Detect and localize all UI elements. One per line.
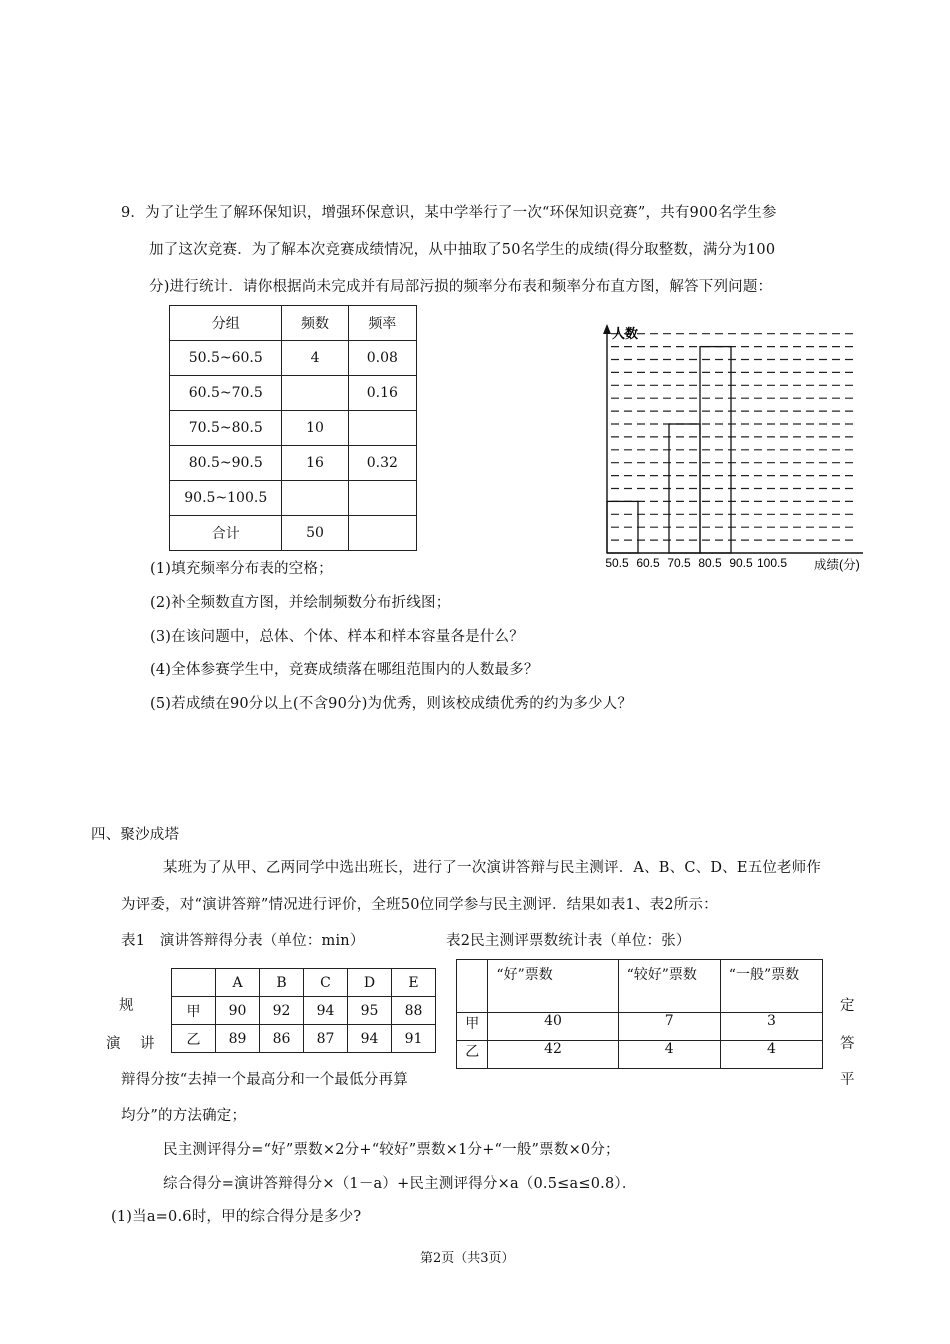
table-row	[457, 1041, 823, 1069]
table-row	[170, 481, 417, 516]
wrap-text: 讲	[140, 1036, 155, 1052]
table-header: B	[260, 969, 304, 997]
table-row	[170, 341, 417, 376]
table-cell: 94	[348, 1025, 392, 1053]
table-cell	[348, 411, 416, 446]
x-tick-label: 100.5	[756, 556, 788, 570]
wrap-text: 规	[119, 998, 134, 1014]
x-tick-label: 90.5	[729, 556, 753, 570]
table-cell: 4	[720, 1041, 822, 1069]
table-header: “好”票数	[488, 960, 618, 1013]
table-row	[170, 446, 417, 481]
formula-1: 民主测评得分=“好”票数×2分+“较好”票数×1分+“一般”票数×0分；	[163, 1142, 620, 1158]
table-cell: 42	[488, 1041, 618, 1069]
q9-question-5: (5)若成绩在90分以上(不含90分)为优秀，则该校成绩优秀的约为多少人？	[150, 696, 633, 712]
table-row	[172, 969, 436, 997]
table-cell: 0.32	[348, 446, 416, 481]
table-header: 频率	[348, 306, 416, 341]
table-cell: 乙	[172, 1025, 216, 1053]
wrap-text: 平	[840, 1072, 855, 1088]
table-cell: 89	[216, 1025, 260, 1053]
table-cell: 91	[392, 1025, 436, 1053]
table-cell: 80.5~90.5	[170, 446, 282, 481]
table-header: E	[392, 969, 436, 997]
q9-question-4: (4)全体参赛学生中，竞赛成绩落在哪组范围内的人数最多？	[150, 662, 539, 678]
y-axis-label: 人数	[612, 326, 639, 341]
table-cell: 10	[282, 411, 348, 446]
rule-line: 辩得分按“去掉一个最高分和一个最低分再算	[121, 1072, 408, 1088]
q9-line-2: 加了这次竞赛．为了解本次竞赛成绩情况，从中抽取了50名学生的成绩(得分取整数，满分为100	[149, 242, 776, 258]
table-cell: 3	[720, 1013, 822, 1041]
table-cell: 4	[618, 1041, 720, 1069]
q9-question-1: (1)填充频率分布表的空格；	[150, 561, 333, 577]
table1-caption: 表1 演讲答辩得分表（单位：min）	[121, 933, 365, 949]
table-cell: 4	[282, 341, 348, 376]
q9-question-3: (3)在该问题中，总体、个体、样本和样本容量各是什么？	[150, 629, 524, 645]
table-cell: 92	[260, 997, 304, 1025]
table-header: 频数	[282, 306, 348, 341]
table-cell: 50.5~60.5	[170, 341, 282, 376]
table-row	[170, 411, 417, 446]
wrap-text: 定	[840, 998, 855, 1014]
histogram-chart	[590, 318, 880, 578]
table-cell: 甲	[457, 1013, 488, 1041]
table-header: “较好”票数	[618, 960, 720, 1013]
table-header: “一般”票数	[720, 960, 822, 1013]
table-cell: 70.5~80.5	[170, 411, 282, 446]
x-tick-label: 50.5	[605, 556, 629, 570]
table-row	[172, 1025, 436, 1053]
table-cell: 60.5~70.5	[170, 376, 282, 411]
wrap-text: 演	[106, 1036, 121, 1052]
table-cell: 50	[282, 516, 348, 551]
section4-question-1: (1)当a=0.6时，甲的综合得分是多少?	[111, 1209, 362, 1225]
table-row	[170, 306, 417, 341]
table-cell	[282, 481, 348, 516]
table-header: C	[304, 969, 348, 997]
table-cell: 95	[348, 997, 392, 1025]
formula-2: 综合得分=演讲答辩得分×（1－a）+民主测评得分×a（0.5≤a≤0.8）．	[163, 1176, 637, 1192]
table-cell: 乙	[457, 1041, 488, 1069]
table-row	[170, 376, 417, 411]
table-header: D	[348, 969, 392, 997]
table-cell: 甲	[172, 997, 216, 1025]
table-cell: 90.5~100.5	[170, 481, 282, 516]
table-row	[457, 960, 823, 1013]
section4-intro-2: 为评委，对“演讲答辩”情况进行评价，全班50位同学参与民主测评．结果如表1、表2所示：	[121, 897, 718, 913]
table-header: A	[216, 969, 260, 997]
table-cell: 40	[488, 1013, 618, 1041]
table-cell: 94	[304, 997, 348, 1025]
frequency-table	[169, 305, 417, 551]
table-row	[170, 516, 417, 551]
table-row	[457, 1013, 823, 1041]
table-header: 分组	[170, 306, 282, 341]
vote-count-table	[456, 959, 823, 1069]
table-cell: 90	[216, 997, 260, 1025]
q9-question-2: (2)补全频数直方图，并绘制频数分布折线图；	[150, 595, 451, 611]
table-header	[457, 960, 488, 1013]
table-cell	[348, 481, 416, 516]
table2-caption: 表2民主测评票数统计表（单位：张）	[446, 933, 691, 949]
table-cell: 87	[304, 1025, 348, 1053]
q9-line-1: 9．为了让学生了解环保知识，增强环保意识，某中学举行了一次“环保知识竞赛”，共有900名学生参	[121, 205, 777, 221]
x-tick-label: 70.5	[667, 556, 691, 570]
table-cell: 0.16	[348, 376, 416, 411]
table-cell: 合计	[170, 516, 282, 551]
table-cell: 7	[618, 1013, 720, 1041]
table-cell: 0.08	[348, 341, 416, 376]
y-axis-arrow	[603, 324, 611, 334]
section4-intro-1: 某班为了从甲、乙两同学中选出班长，进行了一次演讲答辩与民主测评．A、B、C、D、E五位老师作	[163, 860, 822, 876]
x-axis-label: 成绩(分)	[814, 558, 860, 572]
table-cell: 88	[392, 997, 436, 1025]
page-footer: 第2页（共3页）	[420, 1251, 515, 1266]
table-row	[172, 997, 436, 1025]
x-tick-label: 80.5	[698, 556, 722, 570]
table-cell	[348, 516, 416, 551]
x-tick-label: 60.5	[636, 556, 660, 570]
rule-line-2: 均分”的方法确定；	[121, 1108, 247, 1124]
speech-score-table	[171, 968, 436, 1053]
section-heading: 四、聚沙成塔	[91, 827, 180, 843]
table-header	[172, 969, 216, 997]
table-cell	[282, 376, 348, 411]
table-cell: 16	[282, 446, 348, 481]
table-cell: 86	[260, 1025, 304, 1053]
wrap-text: 答	[840, 1036, 855, 1052]
q9-line-3: 分)进行统计．请你根据尚未完成并有局部污损的频率分布表和频率分布直方图，解答下列问题：	[149, 279, 773, 295]
